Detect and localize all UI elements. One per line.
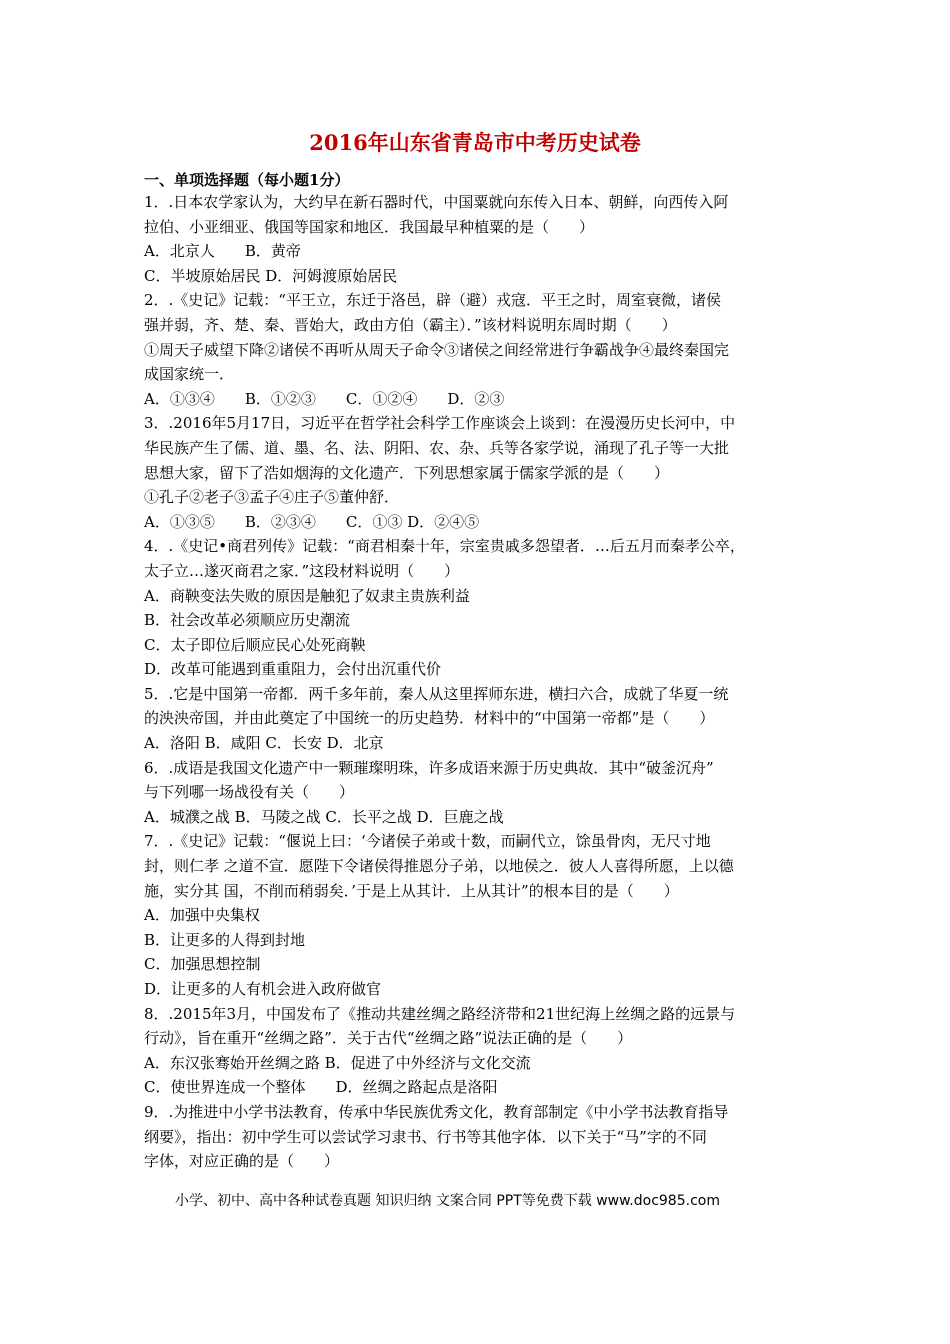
- text-line: A．商鞅变法失败的原因是触犯了奴隶主贵族利益: [144, 586, 470, 605]
- text-line: A．东汉张骞始开丝绸之路 B．促进了中外经济与文化交流: [144, 1053, 531, 1072]
- text-line: 行动》，旨在重开“丝绸之路”．关于古代“丝绸之路”说法正确的是（ ）: [144, 1029, 633, 1048]
- text-line: 成国家统一．: [144, 365, 235, 384]
- text-line: A．城濮之战 B．马陵之战 C．长平之战 D．巨鹿之战: [144, 807, 504, 826]
- text-line: 5．.它是中国第一帝都．两千多年前，秦人从这里挥师东进，横扫六合，成就了华夏一统: [144, 684, 729, 703]
- text-line: 6．.成语是我国文化遗产中一颗璀璨明珠，许多成语来源于历史典故．其中“破釜沉舟”: [144, 758, 714, 777]
- text-line: D．让更多的人有机会进入政府做官: [144, 980, 382, 998]
- text-line: 强并弱，齐、楚、秦、晋始大，政由方伯（霸主）．”该材料说明东周时期（ ）: [144, 315, 677, 334]
- question-body: [144, 190, 814, 1174]
- text-line: ①周天子威望下降②诸侯不再听从周天子命令③诸侯之间经常进行争霸战争④最终秦国完: [144, 340, 730, 359]
- text-line: A．加强中央集权: [144, 906, 260, 925]
- text-line: C．太子即位后顺应民心处死商鞅: [144, 635, 366, 654]
- text-line: B．社会改革必须顺应历史潮流: [144, 611, 351, 630]
- text-line: 3．.2016年5月17日，习近平在哲学社会科学工作座谈会上谈到：在漫漫历史长河中，中: [144, 414, 736, 433]
- text-line: 纲要》，指出：初中学生可以尝试学习隶书、行书等其他字体．以下关于“马”字的不同: [144, 1127, 707, 1146]
- text-line: 太子立…遂灭商君之家．”这段材料说明（ ）: [144, 561, 460, 580]
- text-line: 9．.为推进中小学书法教育，传承中华民族优秀文化，教育部制定《中小学书法教育指导: [144, 1102, 729, 1121]
- text-line: 华民族产生了儒、道、墨、名、法、阴阳、农、杂、兵等各家学说，涌现了孔子等一大批: [144, 438, 730, 457]
- text-line: 与下列哪一场战役有关（ ）: [144, 783, 355, 802]
- text-line: 7．.《史记》记载：“偃说上曰：‘今诸侯子弟或十数，而嗣代立，馀虽骨肉，无尺寸地: [144, 832, 711, 851]
- text-line: 施，实分其 国，不削而稍弱矣．’于是上从其计．上从其计”的根本目的是（ ）: [144, 881, 679, 900]
- page-title: 2016年山东省青岛市中考历史试卷: [309, 130, 641, 155]
- text-line: 封，则仁孝 之道不宣．愿陛下令诸侯得推恩分子弟，以地侯之．彼人人喜得所愿，上以德: [144, 857, 734, 876]
- text-line: 思想大家，留下了浩如烟海的文化遗产．下列思想家属于儒家学派的是（ ）: [144, 463, 670, 482]
- text-line: D．改革可能遇到重重阻力，会付出沉重代价: [144, 660, 442, 679]
- text-line: 4．.《史记•商君列传》记载：“商君相秦十年，宗室贵戚多怨望者．…后五月而秦孝公卒，: [144, 537, 745, 556]
- section-heading: 一、单项选择题（每小题1分）: [144, 171, 350, 189]
- text-line: 2．.《史记》记载：“平王立，东迁于洛邑，辟（避）戎寇．平王之时，周室衰微，诸侯: [144, 291, 721, 310]
- text-line: C．加强思想控制: [144, 955, 261, 974]
- text-line: A．①③⑤ B．②③④ C．①③ D．②④⑤: [144, 512, 480, 531]
- text-line: 1．.日本农学家认为，大约早在新石器时代，中国粟就向东传入日本、朝鲜，向西传入阿: [144, 193, 729, 211]
- text-line: A．北京人 B．黄帝: [144, 242, 301, 261]
- text-line: 拉伯、小亚细亚、俄国等国家和地区．我国最早种植粟的是（ ）: [144, 217, 595, 236]
- text-line: ①孔子②老子③孟子④庄子⑤董仲舒．: [144, 488, 400, 507]
- footer-text: 小学、初中、高中各种试卷真题 知识归纳 文案合同 PPT等免费下载 www.doc985.com: [175, 1193, 720, 1209]
- text-line: C．半坡原始居民 D．河姆渡原始居民: [144, 266, 398, 285]
- text-line: 8．.2015年3月，中国发布了《推动共建丝绸之路经济带和21世纪海上丝绸之路的远景与: [144, 1004, 736, 1023]
- text-line: A．①③④ B．①②③ C．①②④ D．②③: [144, 389, 505, 408]
- text-line: 字体，对应正确的是（ ）: [144, 1152, 340, 1171]
- text-line: C．使世界连成一个整体 D．丝绸之路起点是洛阳: [144, 1078, 498, 1097]
- text-line: B．让更多的人得到封地: [144, 930, 306, 949]
- text-line: 的泱泱帝国，并由此奠定了中国统一的历史趋势．材料中的“中国第一帝都”是（ ）: [144, 709, 715, 728]
- text-line: A．洛阳 B．咸阳 C．长安 D．北京: [144, 734, 384, 753]
